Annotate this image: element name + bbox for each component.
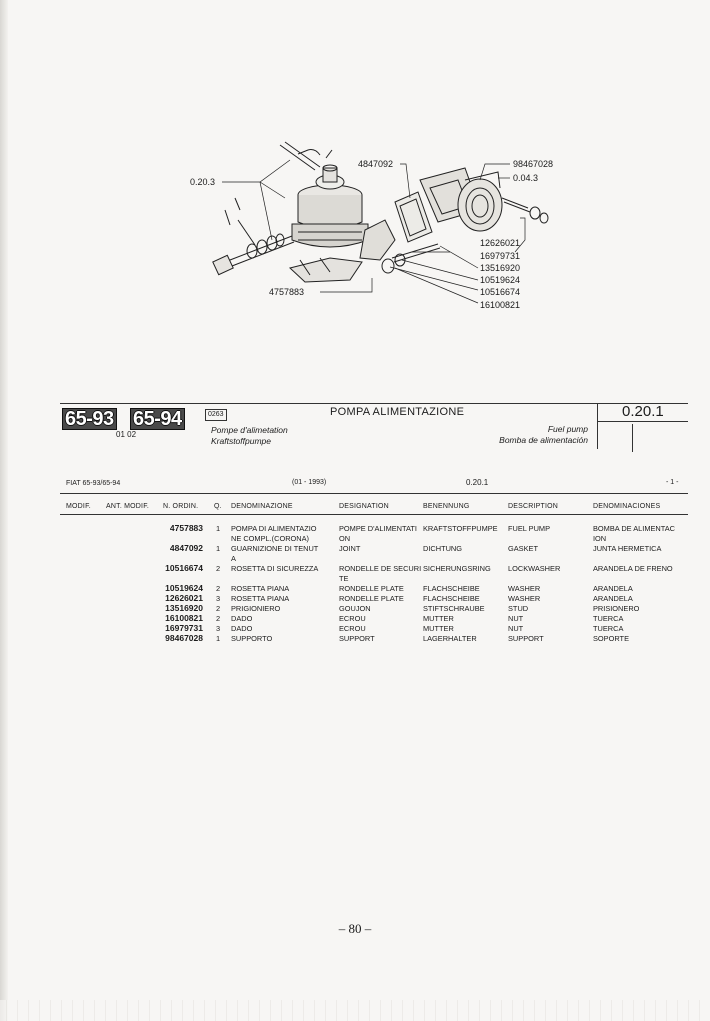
benennung: DICHTUNG — [423, 544, 463, 553]
table-row — [0, 594, 710, 604]
callout-10519624: 10519624 — [480, 275, 521, 285]
callout-4847092: 4847092 — [358, 159, 394, 169]
description: WASHER — [508, 584, 541, 593]
benennung: MUTTER — [423, 614, 454, 623]
table-row — [0, 614, 710, 624]
scan-artifact-strip — [0, 1000, 710, 1021]
denominazione: PRIGIONIERO — [231, 604, 281, 613]
denominazione-cont: A — [231, 554, 236, 563]
page-number: – 80 – — [338, 921, 372, 936]
model-badge-65-93: 65-93 — [62, 408, 117, 430]
description: NUT — [508, 624, 524, 633]
title-german: Kraftstoffpumpe — [211, 436, 272, 446]
header-date: 01 02 — [116, 430, 137, 439]
col-n-ordin: N. ORDIN. — [163, 503, 199, 510]
denominazione-cont: NE COMPL.(CORONA) — [231, 534, 310, 543]
part-number: 4757883 — [169, 523, 203, 533]
col-description: DESCRIPTION — [508, 503, 559, 510]
denominaciones: ARANDELA — [593, 584, 633, 593]
description: LOCKWASHER — [508, 564, 561, 573]
denominaciones: JUNTA HERMETICA — [593, 544, 662, 553]
quantity: 1 — [216, 524, 221, 533]
table-header-rule — [60, 514, 688, 515]
denominaciones: ARANDELA DE FRENO — [593, 564, 673, 573]
quantity: 1 — [216, 544, 221, 553]
callout-98467028: 98467028 — [513, 159, 554, 169]
denominazione: ROSETTA DI SICUREZZA — [231, 564, 319, 573]
denominazione: ROSETTA PIANA — [231, 584, 290, 593]
quantity: 1 — [216, 634, 221, 643]
denominaciones-cont: ION — [593, 534, 607, 543]
benennung: SICHERUNGSRING — [423, 564, 491, 573]
designation-cont: TE — [339, 574, 349, 583]
callout-16979731: 16979731 — [480, 251, 521, 261]
part-number: 16100821 — [165, 613, 203, 623]
designation: RONDELLE PLATE — [339, 584, 404, 593]
support-drawing — [420, 168, 502, 231]
page-binding-edge — [0, 0, 8, 1021]
denominazione: DADO — [231, 614, 253, 623]
quantity: 3 — [216, 594, 221, 603]
benennung: MUTTER — [423, 624, 454, 633]
quantity: 2 — [216, 604, 221, 613]
table-row-continuation — [0, 534, 710, 544]
denominaciones: TUERCA — [593, 624, 624, 633]
denominaciones: ARANDELA — [593, 594, 633, 603]
table-row — [0, 544, 710, 554]
part-number: 98467028 — [165, 633, 203, 643]
model-badge-65-94: 65-94 — [130, 408, 185, 430]
callout-0-04-3: 0.04.3 — [513, 173, 539, 183]
quantity: 2 — [216, 614, 221, 623]
gasket-drawing — [395, 192, 432, 242]
part-number: 10516674 — [165, 563, 203, 573]
designation: ECROU — [339, 614, 366, 623]
designation-cont: ON — [339, 534, 351, 543]
denominazione: GUARNIZIONE DI TENUT — [231, 544, 319, 553]
subheader-model: FIAT 65-93/65-94 — [66, 480, 121, 487]
benennung: FLACHSCHEIBE — [423, 584, 480, 593]
designation: SUPPORT — [339, 634, 375, 643]
denominaciones: SOPORTE — [593, 634, 630, 643]
designation: JOINT — [339, 544, 361, 553]
col-modif: MODIF. — [66, 503, 91, 510]
col-designation: DESIGNATION — [339, 503, 389, 510]
callout-12626021: 12626021 — [480, 238, 521, 248]
table-row — [0, 524, 710, 534]
subheader-date-range: (01 - 1993) — [292, 479, 327, 486]
title-spanish: Bomba de alimentación — [499, 435, 588, 445]
section-box-rule — [597, 421, 688, 422]
description: WASHER — [508, 594, 541, 603]
designation: ECROU — [339, 624, 366, 633]
callout-10516674: 10516674 — [480, 287, 521, 297]
part-number: 12626021 — [165, 593, 203, 603]
denominazione: ROSETTA PIANA — [231, 594, 290, 603]
table-row — [0, 604, 710, 614]
header-divider — [597, 403, 598, 449]
table-row — [0, 584, 710, 594]
quantity: 2 — [216, 584, 221, 593]
section-number: 0.20.1 — [622, 403, 664, 420]
denominaciones: TUERCA — [593, 614, 624, 623]
callout-4757883: 4757883 — [269, 287, 305, 297]
part-number: 4847092 — [169, 543, 203, 553]
designation: POMPE D'ALIMENTATI — [339, 524, 417, 533]
designation: RONDELLE PLATE — [339, 594, 404, 603]
header-top-rule — [60, 403, 688, 404]
denominazione: POMPA DI ALIMENTAZIO — [231, 524, 317, 533]
description: NUT — [508, 614, 524, 623]
col-denominaciones: DENOMINACIONES — [593, 503, 661, 510]
callout-0-20-3: 0.20.3 — [190, 177, 216, 187]
benennung: FLACHSCHEIBE — [423, 594, 480, 603]
benennung: LAGERHALTER — [423, 634, 477, 643]
table-row — [0, 624, 710, 634]
page-title: POMPA ALIMENTAZIONE — [330, 406, 465, 418]
part-number: 16979731 — [165, 623, 203, 633]
benennung: STIFTSCHRAUBE — [423, 604, 485, 613]
title-english: Fuel pump — [547, 424, 588, 434]
quantity: 2 — [216, 564, 221, 573]
table-row — [0, 634, 710, 644]
designation: GOUJON — [339, 604, 371, 613]
col-q: Q. — [214, 503, 222, 510]
col-denominazione: DENOMINAZIONE — [231, 503, 293, 510]
col-benennung: BENENNUNG — [423, 503, 470, 510]
fuel-pump-exploded-diagram — [180, 140, 570, 315]
designation: RONDELLE DE SECURI — [339, 564, 422, 573]
description: STUD — [508, 604, 529, 613]
description: FUEL PUMP — [508, 524, 551, 533]
subheader-section: 0.20.1 — [466, 478, 489, 487]
table-row — [0, 564, 710, 574]
bolt-assembly-drawing — [213, 198, 294, 275]
table-row-continuation — [0, 574, 710, 584]
col-ant-modif: ANT. MODIF. — [106, 503, 150, 510]
benennung: KRAFTSTOFFPUMPE — [423, 524, 498, 533]
subheader-rule — [60, 493, 688, 494]
part-number: 10519624 — [165, 583, 203, 593]
title-french: Pompe d'alimetation — [211, 425, 288, 435]
part-number: 13516920 — [165, 603, 203, 613]
denominaciones: BOMBA DE ALIMENTAC — [593, 524, 675, 533]
callout-13516920: 13516920 — [480, 263, 521, 273]
section-box-tick — [632, 424, 633, 452]
quantity: 3 — [216, 624, 221, 633]
callout-16100821: 16100821 — [480, 300, 521, 310]
denominaciones: PRISIONERO — [593, 604, 640, 613]
description: SUPPORT — [508, 634, 544, 643]
group-code-box: 0263 — [205, 409, 227, 421]
subheader-page: - 1 - — [666, 479, 679, 486]
table-row-continuation — [0, 554, 710, 564]
denominazione: SUPPORTO — [231, 634, 273, 643]
denominazione: DADO — [231, 624, 253, 633]
description: GASKET — [508, 544, 538, 553]
